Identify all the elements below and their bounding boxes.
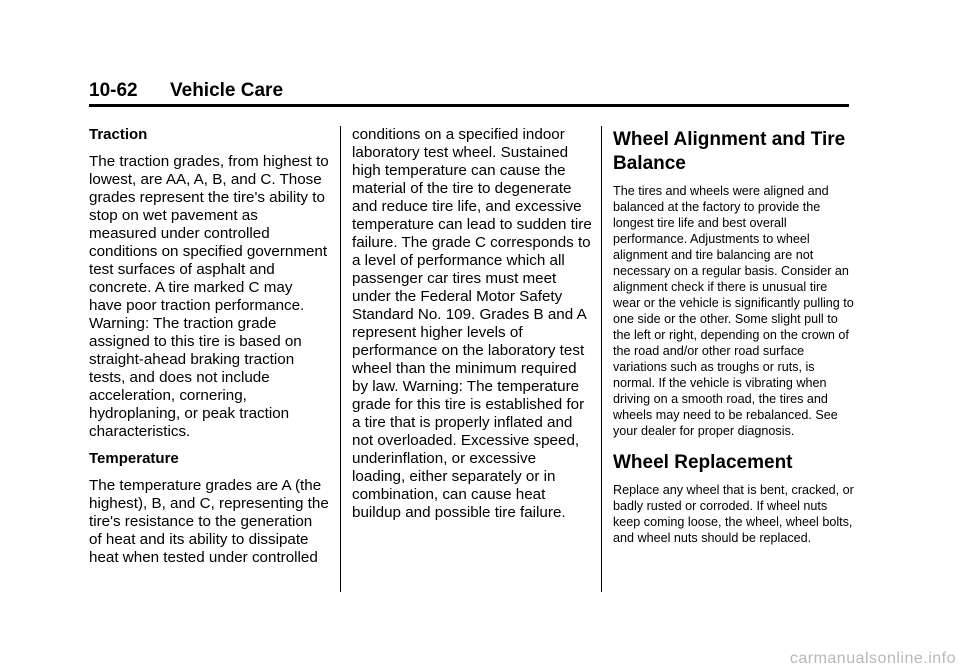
wheel-alignment-paragraph: The tires and wheels were aligned and balanced at the factory to provide the longest tire life and best overall performance. Adjustments to wheel alignment and tire balancing are not necessary on a regular basis. Consider an alignment check if there is unusual tire wear or the vehicle is significantly pulling to one side or the other. Some slight pull to the left or right, depending on the crown of the road and/or other road surface variations such as troughs or ruts, is normal. If the vehicle is vibrating when driving on a smooth road, the tires and wheels may need to be rebalanced. See your dealer for proper diagnosis. [613,184,854,438]
temperature-paragraph-continued: conditions on a specified indoor laboratory test wheel. Sustained high temperature can cause the material of the tire to degenerate and reduce tire life, and excessive temperature can lead to sudden tire failure. The grade C corresponds to a level of performance which all passenger car tires must meet under the Federal Motor Safety Standard No. 109. Grades B and A represent higher levels of performance on the laboratory test wheel than the minimum required by law. Warning: The temperature grade for this tire is established for a tire that is properly inflated and not overloaded. Excessive speed, underinflation, or excessive loading, either separately or in combination, can cause heat buildup and possible tire failure. [352,126,592,521]
section-title: Vehicle Care [170,80,284,101]
column-divider-1 [340,126,341,592]
header-rule [89,104,849,107]
wheel-alignment-heading: Wheel Alignment and Tire Balance [613,129,846,174]
column-1 [89,126,329,576]
watermark: carmanualsonline.info [789,650,956,667]
page-header [89,80,849,106]
column-divider-2 [601,126,602,592]
temperature-heading: Temperature [89,450,179,467]
traction-paragraph: The traction grades, from highest to lowest, are AA, A, B, and C. Those grades represent the tire's ability to stop on wet pavement as measured under controlled conditions on specified government test surfaces of asphalt and concrete. A tire marked C may have poor traction performance. Warning: The traction grade assigned to this tire is based on straight-ahead braking traction tests, and does not include acceleration, cornering, hydroplaning, or peak traction characteristics. [89,153,329,440]
column-3 [613,126,855,558]
wheel-replacement-heading: Wheel Replacement [613,452,793,473]
column-2 [352,126,592,531]
wheel-replacement-paragraph: Replace any wheel that is bent, cracked, or badly rusted or corroded. If wheel nuts keep coming loose, the wheel, wheel bolts, and wheel nuts should be replaced. [613,483,854,545]
temperature-paragraph: The temperature grades are A (the highest), B, and C, representing the tire's resistance to the generation of heat and its ability to dissipate heat when tested under controlled [89,477,329,566]
page-number: 10-62 [89,80,138,101]
traction-heading: Traction [89,126,148,143]
